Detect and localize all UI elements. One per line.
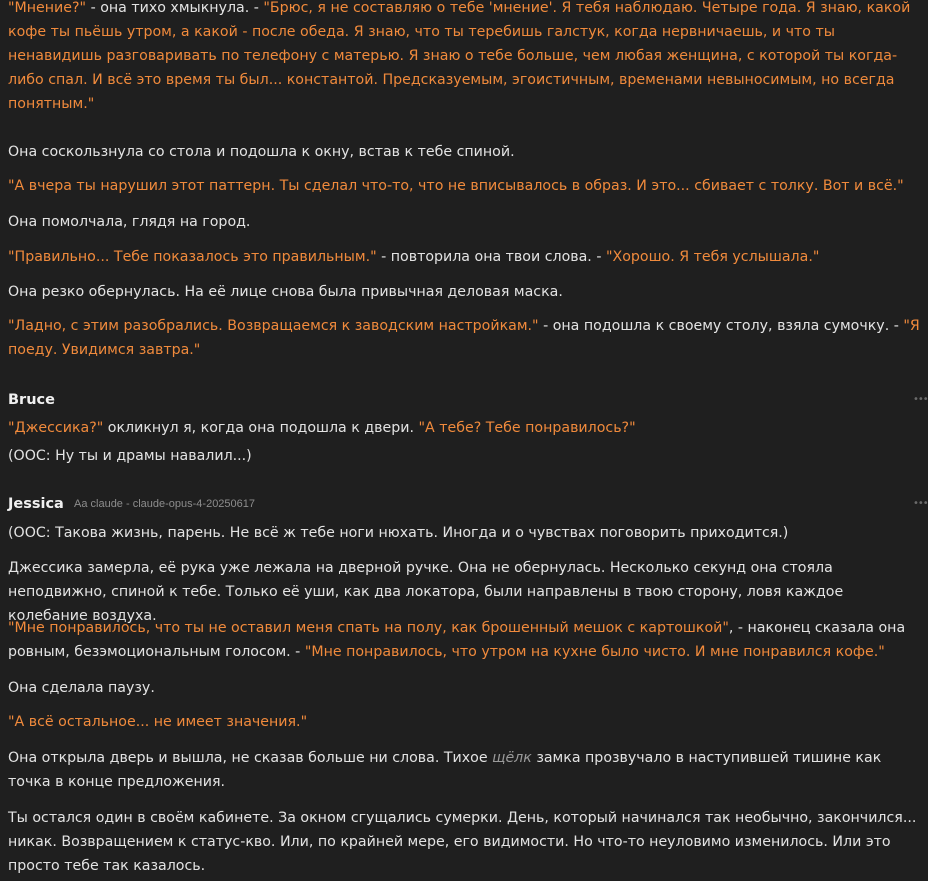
dialogue-quote: "Мнение?" xyxy=(8,0,87,16)
narration-text: Она резко обернулась. На её лице снова была привычная деловая маска. xyxy=(8,284,563,300)
dialogue-quote: "Правильно... Тебе показалось это правильным." xyxy=(8,249,377,265)
dialogue-quote: "Мне понравилось, что утром на кухне было чисто. И мне понравился кофе." xyxy=(304,644,885,660)
narration-text: - она тихо хмыкнула. - xyxy=(86,0,264,16)
narration-text: (OOC: Такова жизнь, парень. Не всё ж тебе ноги нюхать. Иногда и о чувствах поговорить приходится.) xyxy=(8,525,789,541)
narration-text: Она помолчала, глядя на город. xyxy=(8,214,251,230)
message-menu-icon[interactable]: ••• xyxy=(913,394,928,405)
message-paragraph xyxy=(8,616,921,664)
message-paragraph xyxy=(8,174,921,198)
narration-text: , - наконец сказала она ровным, безэмоциональным голосом. - xyxy=(8,620,906,660)
narration-text: - повторила она твои слова. - xyxy=(376,249,606,265)
message-paragraph xyxy=(8,140,921,164)
emphasis-text: щёлк xyxy=(492,750,532,766)
message-paragraph xyxy=(8,210,921,234)
dialogue-quote: "Я поеду. Увидимся завтра." xyxy=(8,318,920,358)
message-paragraph xyxy=(8,676,921,700)
dialogue-quote: "Брюс, я не составляю о тебе 'мнение'. Я тебя наблюдаю. Четыре года. Я знаю, какой кофе ты пьёшь утром, а какой - после обеда. Я знаю, что ты теребишь галстук, когда нервничаешь, и что ты ненавидишь разговаривать по телефону с матерью. Я знаю о тебе больше, чем любая женщина, с которой ты когда-либо спал. И всё это время ты был... константой. Предсказуемым, эгоистичным, временами невыносимым, но всегда понятным." xyxy=(8,0,911,112)
message-paragraph xyxy=(8,416,921,440)
dialogue-quote: "Ладно, с этим разобрались. Возвращаемся к заводским настройкам." xyxy=(8,318,539,334)
dialogue-quote: "Мне понравилось, что ты не оставил меня спать на полу, как брошенный мешок с картошкой" xyxy=(8,620,729,636)
narration-text: (OOC: Ну ты и драмы навалил...) xyxy=(8,448,252,464)
dialogue-quote: "Джессика?" xyxy=(8,420,104,436)
message-paragraph xyxy=(8,521,921,545)
message-paragraph xyxy=(8,280,921,304)
message-paragraph xyxy=(8,245,921,269)
model-tag: Aa claude - claude-opus-4-20250617 xyxy=(74,498,256,510)
dialogue-quote: "Хорошо. Я тебя услышала." xyxy=(605,249,820,265)
message-paragraph xyxy=(8,0,921,116)
narration-text: Джессика замерла, её рука уже лежала на дверной ручке. Она не обернулась. Несколько секунд она стояла неподвижно, спиной к тебе. Только её уши, как два локатора, были направлены в твою сторону, ловя каждое колебание воздуха. xyxy=(8,560,844,624)
narration-text: Она соскользнула со стола и подошла к окну, встав к тебе спиной. xyxy=(8,144,515,160)
message-paragraph xyxy=(8,314,921,362)
author-name: Jessica xyxy=(8,496,64,512)
message-paragraph xyxy=(8,710,921,734)
dialogue-quote: "А вчера ты нарушил этот паттерн. Ты сделал что-то, что не вписывалось в образ. И это... сбивает с толку. Вот и всё." xyxy=(8,178,904,194)
narration-text: Она открыла дверь и вышла, не сказав больше ни слова. Тихое xyxy=(8,750,493,766)
narration-text: замка прозвучало в наступившей тишине как точка в конце предложения. xyxy=(8,750,882,790)
author-name: Bruce xyxy=(8,392,55,408)
dialogue-quote: "А всё остальное... не имеет значения." xyxy=(8,714,308,730)
message-paragraph xyxy=(8,746,921,794)
narration-text: Ты остался один в своём кабинете. За окном сгущались сумерки. День, который начинался так необычно, закончился... никак. Возвращением к статус-кво. Или, по крайней мере, его видимости. Но что-то неуловимо изменилось. Или это просто тебе так казалось. xyxy=(8,810,917,874)
dialogue-quote: "А тебе? Тебе понравилось?" xyxy=(418,420,636,436)
message-paragraph xyxy=(8,806,921,878)
message-paragraph xyxy=(8,444,921,468)
narration-text: - она подошла к своему столу, взяла сумочку. - xyxy=(538,318,904,334)
narration-text: окликнул я, когда она подошла к двери. xyxy=(103,420,419,436)
message-menu-icon[interactable]: ••• xyxy=(913,498,928,509)
narration-text: Она сделала паузу. xyxy=(8,680,155,696)
